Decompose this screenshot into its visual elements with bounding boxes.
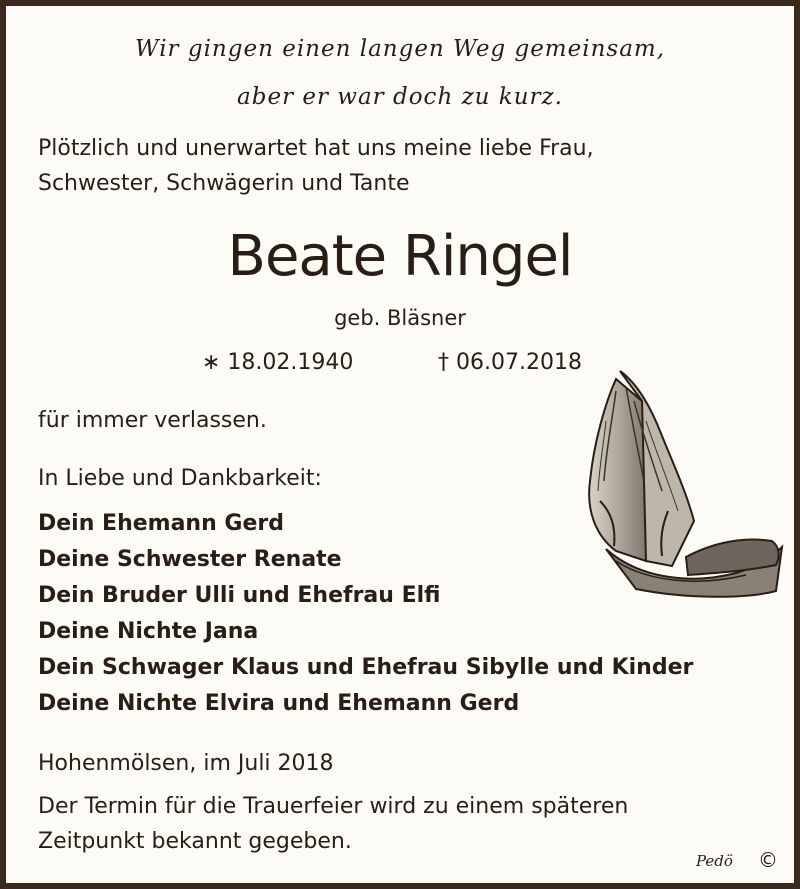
- mourners-heading: In Liebe und Dankbarkeit:: [38, 466, 322, 491]
- signature: Pedö: [696, 852, 733, 870]
- birth-date: ∗ 18.02.1940: [202, 350, 354, 375]
- place-date: Hohenmölsen, im Juli 2018: [38, 751, 334, 776]
- motto-line-2: aber er war doch zu kurz.: [237, 84, 563, 110]
- praying-hands-icon: [576, 361, 786, 601]
- copyright-mark: ©: [758, 848, 778, 872]
- mourner-2: Deine Schwester Renate: [38, 547, 342, 572]
- deceased-name: Beate Ringel: [227, 224, 573, 289]
- funeral-note-line-2: Zeitpunkt bekannt gegeben.: [38, 829, 352, 854]
- mourner-1: Dein Ehemann Gerd: [38, 511, 284, 536]
- intro-line-1: Plötzlich und unerwartet hat uns meine liebe Frau,: [38, 136, 594, 161]
- funeral-note-line-1: Der Termin für die Trauerfeier wird zu einem späteren: [38, 794, 629, 819]
- outro-text: für immer verlassen.: [38, 408, 267, 433]
- mourner-5: Dein Schwager Klaus und Ehefrau Sibylle und Kinder: [38, 655, 694, 680]
- mourner-6: Deine Nichte Elvira und Ehemann Gerd: [38, 691, 520, 716]
- mourner-4: Deine Nichte Jana: [38, 619, 259, 644]
- intro-line-2: Schwester, Schwägerin und Tante: [38, 171, 410, 196]
- motto-line-1: Wir gingen einen langen Weg gemeinsam,: [134, 36, 666, 62]
- obituary-notice: [6, 6, 794, 883]
- maiden-name: geb. Bläsner: [334, 306, 466, 330]
- mourner-3: Dein Bruder Ulli und Ehefrau Elfi: [38, 583, 441, 608]
- death-date: † 06.07.2018: [438, 350, 582, 375]
